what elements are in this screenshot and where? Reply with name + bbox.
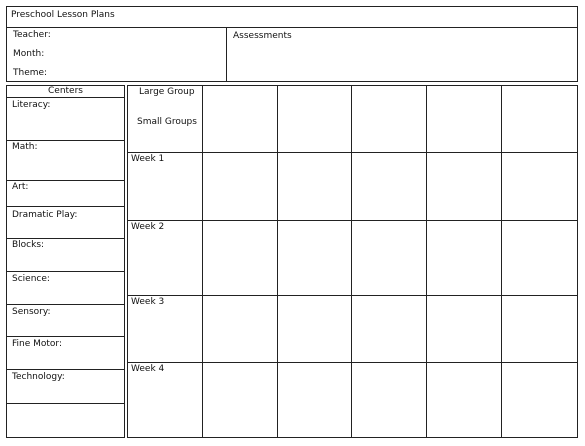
center-sensory: Sensory: (12, 307, 51, 317)
grid-column-line (351, 85, 352, 438)
center-literacy: Literacy: (12, 100, 51, 110)
grid-row-line (127, 152, 578, 153)
assessments-label: Assessments (233, 31, 292, 41)
center-science: Science: (12, 274, 50, 284)
centers-column (6, 85, 125, 438)
grid-row-line (127, 362, 578, 363)
centers-divider (6, 97, 125, 98)
teacher-label: Teacher: (13, 30, 51, 40)
centers-divider (6, 336, 125, 337)
centers-heading: Centers (48, 86, 83, 96)
centers-divider (6, 271, 125, 272)
centers-divider (6, 304, 125, 305)
centers-divider (6, 140, 125, 141)
week-2-label: Week 2 (131, 222, 165, 232)
centers-divider (6, 403, 125, 404)
centers-divider (6, 206, 125, 207)
centers-divider (6, 180, 125, 181)
center-dramatic-play: Dramatic Play: (12, 210, 78, 220)
grid-column-line (501, 85, 502, 438)
small-groups-label: Small Groups (137, 117, 197, 127)
grid-row-line (127, 295, 578, 296)
center-technology: Technology: (12, 372, 65, 382)
grid-column-line (277, 85, 278, 438)
theme-label: Theme: (13, 68, 48, 78)
week-3-label: Week 3 (131, 297, 165, 307)
center-fine-motor: Fine Motor: (12, 339, 63, 349)
weekly-grid (127, 85, 578, 438)
centers-divider (6, 369, 125, 370)
grid-row-line (127, 220, 578, 221)
center-art: Art: (12, 182, 29, 192)
centers-divider (6, 238, 125, 239)
page-title: Preschool Lesson Plans (11, 10, 115, 20)
center-blocks: Blocks: (12, 240, 45, 250)
center-math: Math: (12, 142, 38, 152)
week-1-label: Week 1 (131, 154, 165, 164)
month-label: Month: (13, 49, 45, 59)
large-group-label: Large Group (139, 87, 195, 97)
grid-column-line (202, 85, 203, 438)
week-4-label: Week 4 (131, 364, 165, 374)
grid-column-line (426, 85, 427, 438)
